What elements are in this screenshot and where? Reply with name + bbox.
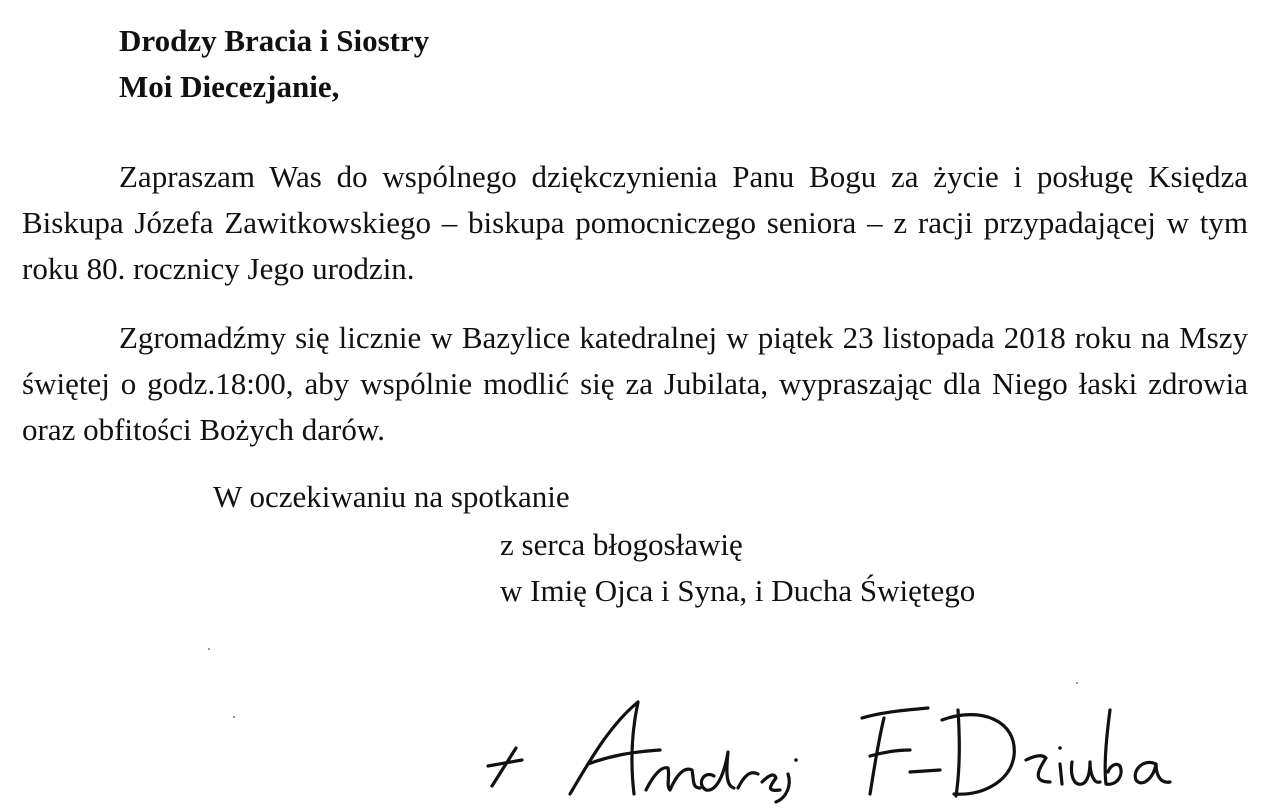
greeting-line-2: Moi Diecezjanie, (119, 69, 340, 104)
scan-speck (1076, 682, 1078, 684)
closing-line-2: z serca błogosławię (500, 527, 743, 562)
greeting-line-1: Drodzy Bracia i Siostry (119, 23, 430, 58)
closing-line-3: w Imię Ojca i Syna, i Ducha Świętego (500, 573, 976, 608)
scan-speck (233, 716, 235, 718)
greeting (119, 18, 429, 110)
handwritten-signature (470, 690, 1190, 805)
paragraph-mass-details: Zgromadźmy się licznie w Bazylice katedralnej w piątek 23 listopada 2018 roku na Mszy świętej o godz.18:00, aby wspólnie modlić się za Jubilata, wypraszając dla Niego łaski zdrowia oraz obfitości Bożych darów. (22, 320, 1248, 447)
closing-line-1: W oczekiwaniu na spotkanie (213, 479, 570, 514)
scan-speck (208, 648, 210, 650)
paragraph-invitation: Zapraszam Was do wspólnego dziękczynienia Panu Bogu za życie i posługę Księdza Biskupa Józefa Zawitkowskiego – biskupa pomocniczego seniora – z racji przypadającej w tym roku 80. rocznicy Jego urodzin. (22, 159, 1248, 286)
